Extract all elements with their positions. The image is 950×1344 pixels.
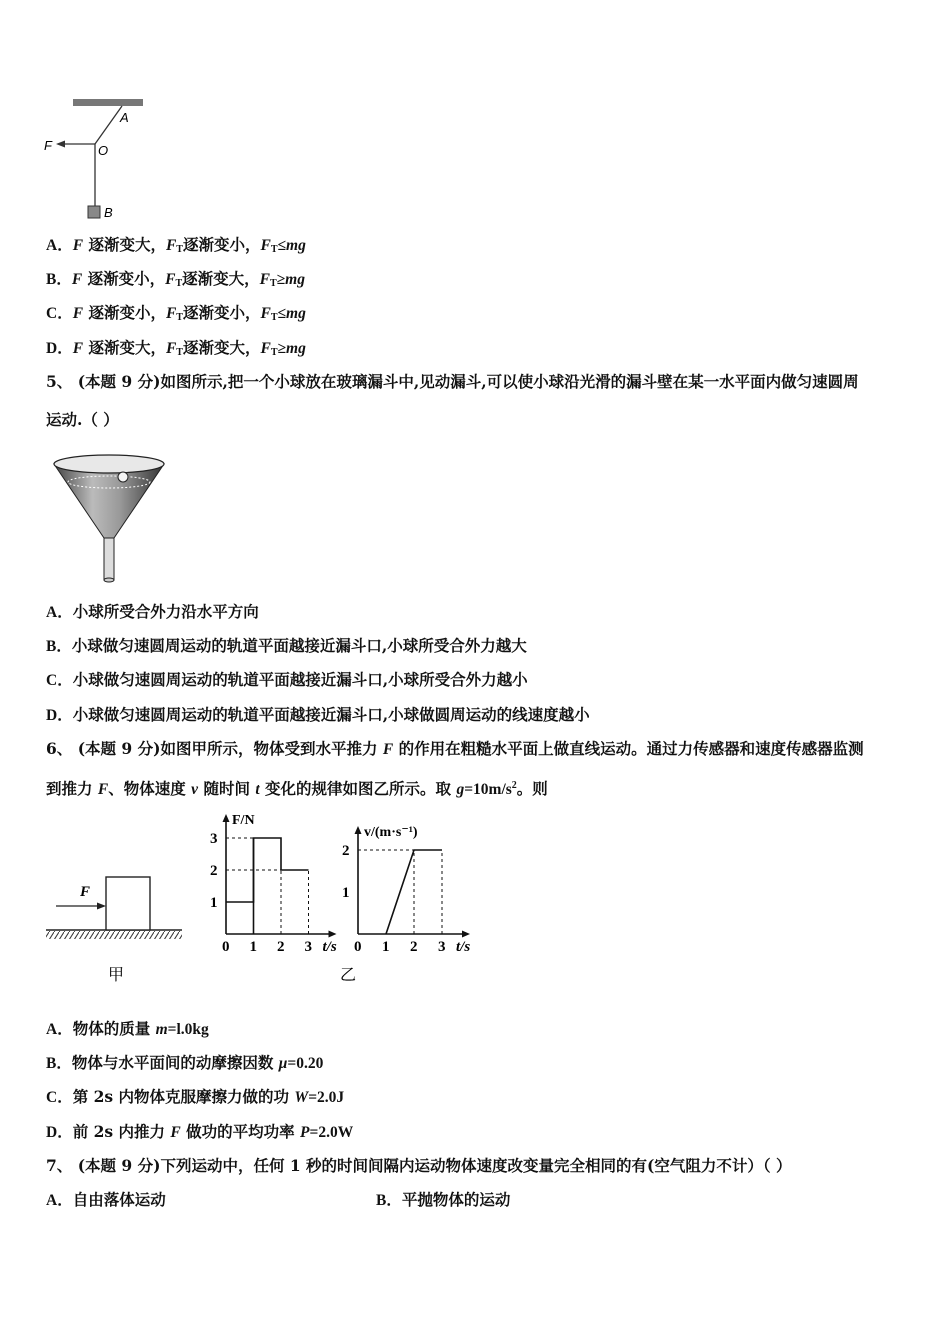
v-y-label: v/(m·s⁻¹) [364, 825, 418, 840]
q6-stem-line1: 6、 (本题 9 分)如图甲所示，物体受到水平推力 F 的作用在粗糙水平面上做直线运动。通过力传感器和速度传感器监测 [46, 739, 864, 758]
q5-option-a[interactable]: A．小球所受合外力沿水平方向 [46, 602, 259, 621]
funnel-stem-end [104, 578, 114, 582]
q5-stem-line1: 5、 (本题 9 分)如图所示,把一个小球放在玻璃漏斗中,见动漏斗,可以使小球沿光滑的漏斗壁在某一水平面内做匀速圆周 [46, 372, 859, 391]
f-y-label: F/N [232, 813, 255, 828]
rope-oa [95, 106, 122, 144]
q4-option-c[interactable]: C．F 逐渐变小，$F_T$逐渐变小，$F_T\le mg$ [46, 303, 306, 323]
label-f: F [44, 138, 52, 153]
q5-option-d[interactable]: D．小球做匀速圆周运动的轨道平面越接近漏斗口,小球做圆周运动的线速度越小 [46, 705, 590, 724]
fig-jia [44, 860, 189, 990]
v-x-tick-3: 3 [438, 939, 446, 955]
q7-option-a[interactable]: A．自由落体运动 [46, 1190, 166, 1209]
f-y-tick-1: 2 [210, 863, 218, 879]
push-arrow-head [97, 903, 106, 910]
force-label: F [80, 884, 91, 900]
v-x-label: t/s [456, 939, 471, 955]
f-x-tick-2: 2 [277, 939, 285, 955]
block-b [88, 206, 100, 218]
v-x-tick-2: 2 [410, 939, 418, 955]
f-x-label: t/s [322, 939, 337, 955]
q4-option-d[interactable]: D．F 逐渐变大，$F_T$逐渐变大，$F_T\ge mg$ [46, 338, 306, 358]
funnel-stem [104, 538, 114, 580]
q5-stem-line2: 运动.（ ） [46, 410, 119, 429]
q4-option-b[interactable]: B．F 逐渐变小，$F_T$逐渐变大，$F_T\ge mg$ [46, 269, 305, 289]
ground-hatch [46, 931, 182, 939]
q5-option-b[interactable]: B．小球做匀速圆周运动的轨道平面越接近漏斗口,小球所受合外力越大 [46, 636, 527, 655]
funnel-cone [54, 464, 164, 538]
f-x-tick-0: 0 [222, 939, 230, 955]
q5-option-c[interactable]: C．小球做匀速圆周运动的轨道平面越接近漏斗口,小球所受合外力越小 [46, 670, 528, 689]
f-y-tick-0: 1 [210, 895, 218, 911]
q6-option-c[interactable]: C．第 2s 内物体克服摩擦力做的功 W=2.0J [46, 1087, 345, 1106]
caption-yi: 乙 [340, 965, 357, 984]
caption-jia: 甲 [108, 965, 125, 984]
fig-yi [190, 800, 490, 990]
q6-number: 6、 [46, 739, 73, 758]
label-o: O [98, 143, 109, 158]
q5-number: 5、 [46, 372, 73, 391]
graph-velocity-time [342, 825, 470, 955]
q7-option-b[interactable]: B．平抛物体的运动 [376, 1190, 511, 1209]
force-arrow-head [56, 141, 65, 148]
f-y-arrow [223, 814, 230, 822]
q6-option-d[interactable]: D．前 2s 内推力 F 做功的平均功率 P=2.0W [46, 1122, 354, 1141]
v-y-tick-0: 1 [342, 885, 350, 901]
q7-number: 7、 [46, 1156, 73, 1175]
v-y-tick-1: 2 [342, 843, 350, 859]
q6-option-b[interactable]: B．物体与水平面间的动摩擦因数 μ=0.20 [46, 1053, 324, 1072]
v-y-arrow [355, 826, 362, 834]
v-x-tick-0: 0 [354, 939, 362, 955]
rope-figure [40, 92, 160, 227]
f-x-tick-1: 1 [249, 939, 257, 955]
funnel-figure [48, 450, 173, 588]
f-x-tick-3: 3 [304, 939, 312, 955]
block [106, 877, 150, 930]
v-x-arrow [462, 931, 470, 938]
f-x-arrow [329, 931, 337, 938]
ceiling [73, 99, 143, 106]
f-y-tick-2: 3 [210, 831, 218, 847]
q7-stem: 7、 (本题 9 分)下列运动中，任何 1 秒的时间间隔内运动物体速度改变量完全相同的有(空气阻力不计）（ ） [46, 1156, 792, 1175]
ball [118, 472, 128, 482]
v-x-tick-1: 1 [382, 939, 390, 955]
graph-force-time [210, 813, 337, 955]
label-b: B [104, 205, 113, 220]
label-a: A [120, 110, 129, 125]
funnel-rim [54, 455, 164, 473]
q4-option-a[interactable]: A．F 逐渐变大，$F_T$逐渐变小，$F_T\le mg$ [46, 235, 306, 255]
q6-stem-line2: 到推力 F、物体速度 v 随时间 t 变化的规律如图乙所示。取 $g=10m/s^2$。则 [46, 779, 548, 798]
q6-option-a[interactable]: A．物体的质量 m=l.0kg [46, 1019, 209, 1038]
